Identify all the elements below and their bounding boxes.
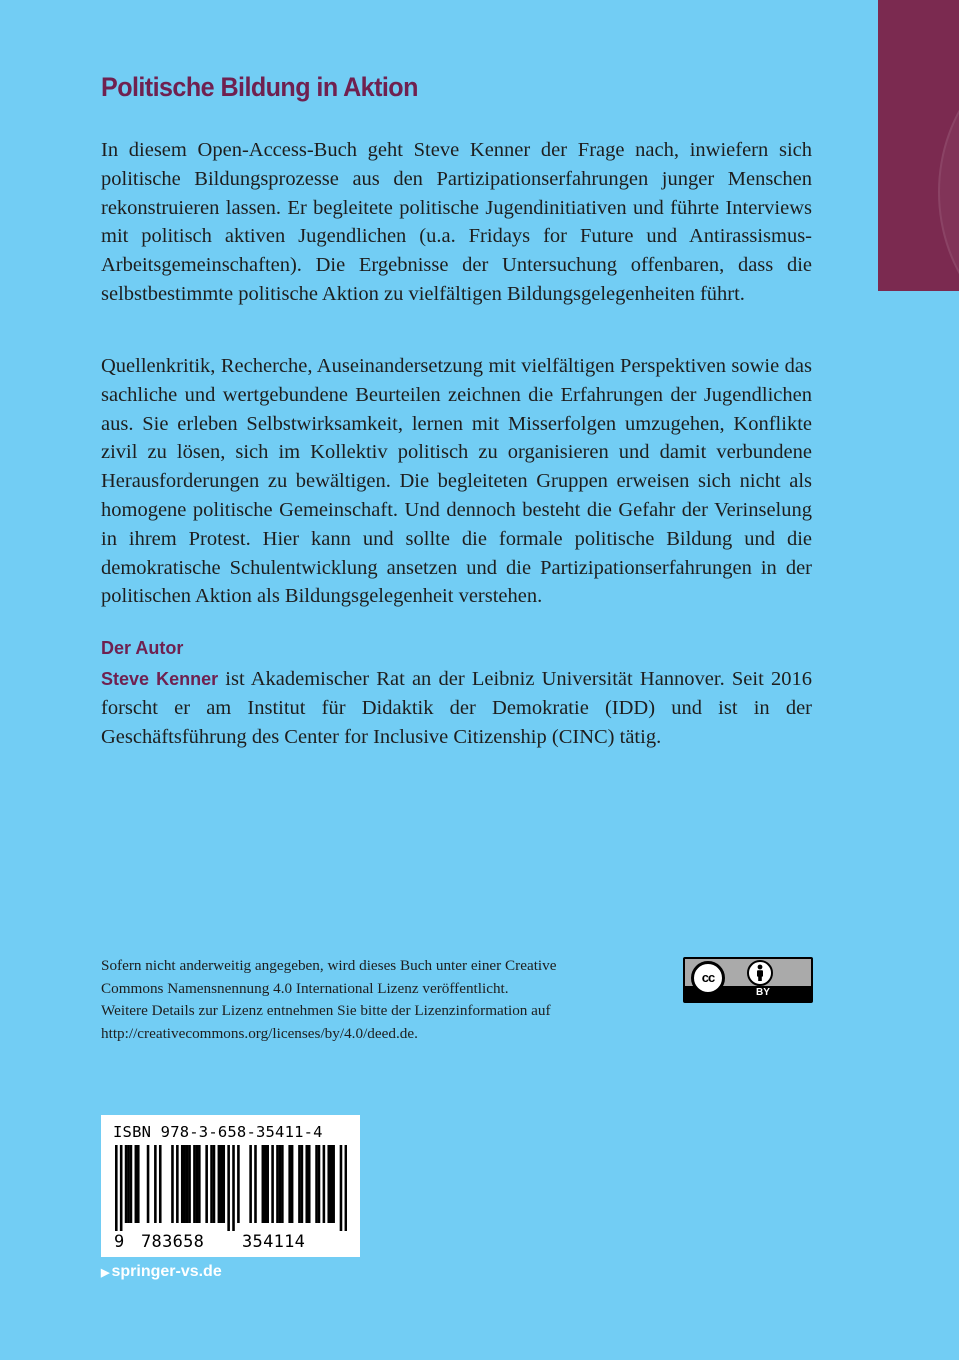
ean-right-digits: 354114 xyxy=(242,1232,306,1252)
barcode-bar xyxy=(127,1145,130,1223)
barcode-bar xyxy=(318,1145,321,1223)
by-label: BY xyxy=(756,987,770,998)
barcode-bar xyxy=(301,1145,304,1223)
description-paragraph-2: Quellenkritik, Recherche, Auseinandersetzung mit vielfältigen Perspektiven sowie das sachliche und wertgebundene Beurteilen zeichnen die Erfahrungen der Jugendlichen aus. Sie erleben Selbstwirksamkeit, lernen mit Misserfolgen umzugehen, Konflikte zivil zu lösen, sich im Kollektiv politisch zu organisieren und damit verbundene Herausforderungen zu bewältigen. Die begleiteten Gruppen erweisen sich nicht als homogene politische Gemeinschaft. Und dennoch besteht die Gefahr der Verinselung in ihrem Protest. Hier kann und sollte die formale politische Bildung und die demokratische Schulentwicklung ansetzen und die Partizipationserfahrungen in der politischen Aktion als Bildungsgelegenheit verstehen. xyxy=(101,355,812,608)
barcode-bar xyxy=(154,1145,157,1223)
license-text: Sofern nicht anderweitig angegeben, wird dieses Buch unter einer Creative Commons Namensnennung 4.0 International Lizenz veröffentlicht. Weitere Details zur Lizenz entnehmen Sie bitte der Lizenzinformation auf http://creativecommons.org/licenses/by/4.0/deed.de. xyxy=(101,957,557,1042)
barcode-bar xyxy=(305,1145,308,1223)
barcode-bar xyxy=(135,1145,138,1223)
description-paragraph-1: In diesem Open-Access-Buch geht Steve Kenner der Frage nach, inwiefern sich politische Bildungsprozesse aus den Partizipationserfahrungen junger Menschen rekonstruieren lassen. Er begleitete politische Jugendinitiativen und führte Interviews mit politisch aktiven Jugendlichen (u.a. Fridays for Future und Antirassismus-Arbeitsgemeinschaften). Die Ergebnisse der Untersuchung offenbaren, dass die selbstbestimmte politische Aktion zu vielfältigen Bildungsgelegenheiten führt. xyxy=(101,139,812,305)
publisher-url: springer-vs.de xyxy=(111,1263,222,1280)
barcode-bar xyxy=(222,1145,225,1223)
barcode-bar xyxy=(147,1145,150,1223)
barcode-bar xyxy=(115,1145,118,1231)
barcode-bar xyxy=(262,1145,265,1223)
barcode-bar xyxy=(340,1145,343,1231)
barcode-bar xyxy=(264,1145,267,1223)
barcode-bar xyxy=(332,1145,335,1223)
barcode-bar xyxy=(254,1145,257,1223)
barcode-bar xyxy=(193,1145,196,1223)
barcode-bar xyxy=(291,1145,294,1223)
barcode-bar xyxy=(125,1145,128,1223)
book-title: Politische Bildung in Aktion xyxy=(101,72,418,102)
barcode-bar xyxy=(281,1145,284,1223)
barcode-bar xyxy=(266,1145,269,1223)
barcode-bar xyxy=(232,1145,235,1231)
barcode-bar xyxy=(249,1145,252,1223)
barcode-bar xyxy=(323,1145,326,1223)
barcode-bar xyxy=(271,1145,274,1223)
barcode-bar xyxy=(220,1145,223,1223)
play-arrow-icon: ▶ xyxy=(101,1267,110,1279)
barcode-bar xyxy=(288,1145,291,1223)
barcode-bar xyxy=(345,1145,347,1231)
barcode-bar xyxy=(176,1145,179,1223)
barcode-bar xyxy=(279,1145,282,1223)
barcode-bar xyxy=(330,1145,333,1223)
person-icon xyxy=(747,960,773,986)
cc-icon: cc xyxy=(691,961,725,995)
barcode-bar xyxy=(237,1145,240,1223)
cc-by-badge[interactable] xyxy=(683,957,813,1003)
barcode-bar xyxy=(171,1145,174,1223)
barcode-bar xyxy=(181,1145,184,1223)
author-name: Steve Kenner xyxy=(101,669,219,689)
barcode-bar xyxy=(137,1145,140,1223)
barcode-bar xyxy=(205,1145,208,1223)
isbn-barcode xyxy=(101,1115,360,1257)
barcode-bar xyxy=(210,1145,213,1223)
barcode-bar xyxy=(186,1145,189,1223)
barcode-bar xyxy=(276,1145,279,1223)
author-heading: Der Autor xyxy=(101,638,184,658)
barcode-bar xyxy=(327,1145,330,1223)
barcode-bar xyxy=(218,1145,221,1223)
barcode-bar xyxy=(159,1145,162,1223)
decorative-tab xyxy=(878,0,959,291)
barcode-bar xyxy=(298,1145,301,1223)
barcode-bar xyxy=(196,1145,199,1223)
author-bio xyxy=(101,665,812,751)
barcode-bar xyxy=(315,1145,318,1223)
publisher-link[interactable] xyxy=(101,1263,222,1281)
barcode-bar xyxy=(188,1145,191,1223)
barcode-bar xyxy=(130,1145,133,1223)
ean-left-digits: 783658 xyxy=(141,1232,205,1252)
barcode-bars xyxy=(115,1145,347,1231)
barcode-bar xyxy=(227,1145,230,1231)
barcode-bar xyxy=(213,1145,216,1223)
barcode-bar xyxy=(308,1145,311,1223)
barcode-bar xyxy=(198,1145,201,1223)
decorative-arc xyxy=(938,40,959,291)
barcode-bar xyxy=(120,1145,123,1231)
ean-first-digit: 9 xyxy=(114,1232,125,1252)
isbn-label: ISBN 978-3-658-35411-4 xyxy=(113,1123,323,1141)
barcode-bar xyxy=(183,1145,186,1223)
author-bio-text: ist Akademischer Rat an der Leibniz Universität Hannover. Seit 2016 forscht er am Institut für Didaktik der Demokratie (IDD) und ist in der Geschäftsführung des Center for Inclusive Citizenship (CINC) tätig. xyxy=(101,668,812,748)
